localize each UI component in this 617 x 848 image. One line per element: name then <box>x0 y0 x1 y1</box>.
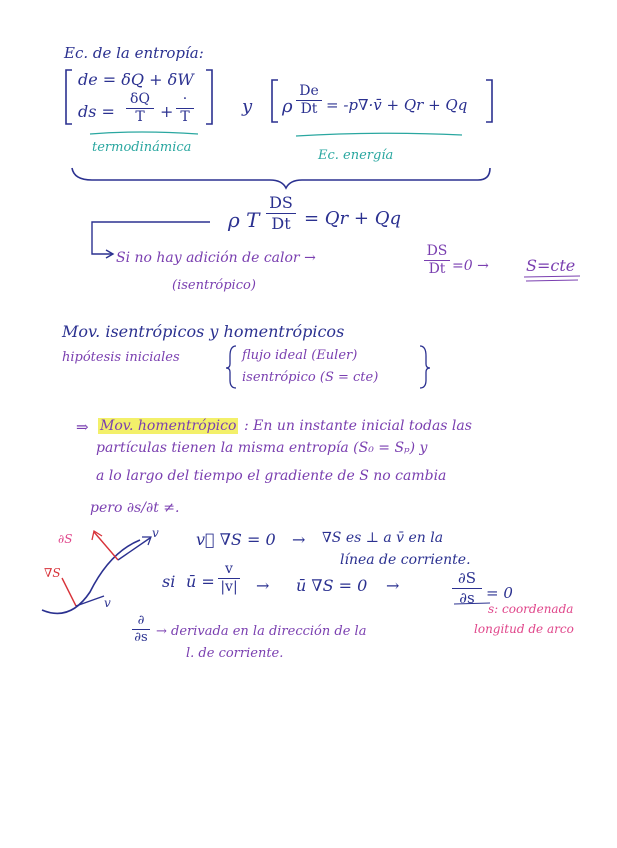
homentropic-highlight: Mov. homentrópico <box>100 418 237 434</box>
dds-den: ∂s <box>134 630 148 646</box>
pink-note-1: s: coordenada <box>488 602 574 616</box>
deriv-line1: → derivada en la dirección de la <box>156 624 367 639</box>
thermo-line1: de = δQ + δW <box>78 70 194 89</box>
hyp-item-1: flujo ideal (Euler) <box>242 348 358 363</box>
eq2-arrow: → <box>256 576 270 595</box>
note-result: S=cte <box>526 256 576 275</box>
connector-y: y <box>242 96 253 117</box>
energy-underline <box>296 133 462 136</box>
u-frac-num: v <box>225 561 233 577</box>
deriv-line2: l. de corriente. <box>186 646 284 661</box>
eq1-arrow: → <box>292 530 306 549</box>
dsds-den: ∂s <box>459 588 475 607</box>
homentropic-line3: a lo largo del tiempo el gradiente de S no cambia <box>96 468 447 484</box>
homentropic-line4: pero ∂s/∂t ≠. <box>90 500 180 516</box>
combined-frac-num: DS <box>269 193 293 212</box>
hyp-right-brace <box>420 346 430 388</box>
note-sub: (isentrópico) <box>172 278 256 293</box>
hyp-item-2: isentrópico (S = cte) <box>242 370 379 385</box>
scte-underline <box>524 276 580 281</box>
mov-title: Mov. isentrópicos y homentrópicos <box>62 322 345 341</box>
eq2: ū ∇S = 0 <box>296 576 368 595</box>
combined-frac <box>266 194 296 232</box>
thermo-frac-den: T <box>135 109 145 126</box>
combined-rhs: = Qr + Qq <box>304 208 401 229</box>
dds-num: ∂ <box>137 613 145 628</box>
note-frac-den: Dt <box>428 261 446 278</box>
homentropic-line1: : En un instante inicial todas las <box>244 418 472 434</box>
thermo-frac2 <box>176 92 194 126</box>
pink-note-2: longitud de arco <box>474 622 574 636</box>
diagram-label-gradient: ∇S <box>44 566 61 580</box>
diagram-label-ds: ∂S <box>58 532 73 546</box>
combined-lhs: ρ T <box>228 208 260 232</box>
eq1-right2: línea de corriente. <box>340 552 471 568</box>
thermo-frac2-num: · <box>182 91 188 107</box>
energy-rho: ρ <box>282 96 293 117</box>
big-brace <box>72 168 490 188</box>
gradient-arrow <box>94 532 118 560</box>
velocity-arrow-bottom <box>76 596 104 606</box>
energy-frac-num: De <box>299 83 319 99</box>
note-text: Si no hay adición de calor → <box>116 250 316 266</box>
thermo-frac2-den: T <box>180 109 190 126</box>
thermo-line2-left: ds = <box>78 102 115 121</box>
gradient-arrow-red <box>62 578 76 606</box>
eq1: v⃗ ∇S = 0 <box>196 530 276 549</box>
dsds-eq: = 0 <box>486 584 513 602</box>
combined-frac-den: Dt <box>271 213 291 233</box>
page-heading: Ec. de la entropía: <box>64 44 204 62</box>
eq-si: si <box>162 572 176 591</box>
thermo-underline <box>90 132 198 134</box>
eq2-arrow2: → <box>386 576 400 595</box>
thermo-frac-num: δQ <box>130 91 150 107</box>
dsds-frac <box>452 570 482 606</box>
thermo-frac <box>126 92 154 126</box>
hyp-left-brace <box>226 346 236 388</box>
homentropic-line2: partículas tienen la misma entropía (S₀ = Sₚ) y <box>96 440 428 456</box>
hipotesis: hipótesis iniciales <box>62 350 180 365</box>
u-def: ū = <box>186 572 215 591</box>
energy-frac <box>296 84 322 118</box>
energy-rest: = -p∇·v̄ + Qr + Qq <box>326 96 468 114</box>
diagram-label-v-top: v <box>152 526 159 540</box>
energy-label: Ec. energía <box>318 148 394 163</box>
thermo-plus: + <box>160 102 174 121</box>
thermo-label: termodinámica <box>92 140 192 155</box>
energy-right-bracket <box>486 80 492 122</box>
u-frac <box>218 562 240 596</box>
energy-left-bracket <box>272 80 278 122</box>
homentropic-label <box>98 418 238 434</box>
eq1-right: ∇S es ⊥ a v̄ en la <box>322 530 444 546</box>
thermo-right-bracket <box>206 70 212 124</box>
u-frac-den: |v| <box>220 579 238 596</box>
dds-frac <box>132 614 150 646</box>
energy-frac-den: Dt <box>300 101 318 118</box>
thermo-left-bracket <box>66 70 72 124</box>
note-frac-num: DS <box>426 243 448 259</box>
diagram-label-v-bottom: v <box>104 596 111 610</box>
dsds-num: ∂S <box>457 569 477 587</box>
note-eq: =0 → <box>452 258 489 274</box>
homentropic-arrow: ⇒ <box>76 418 89 436</box>
note-frac <box>424 244 450 278</box>
